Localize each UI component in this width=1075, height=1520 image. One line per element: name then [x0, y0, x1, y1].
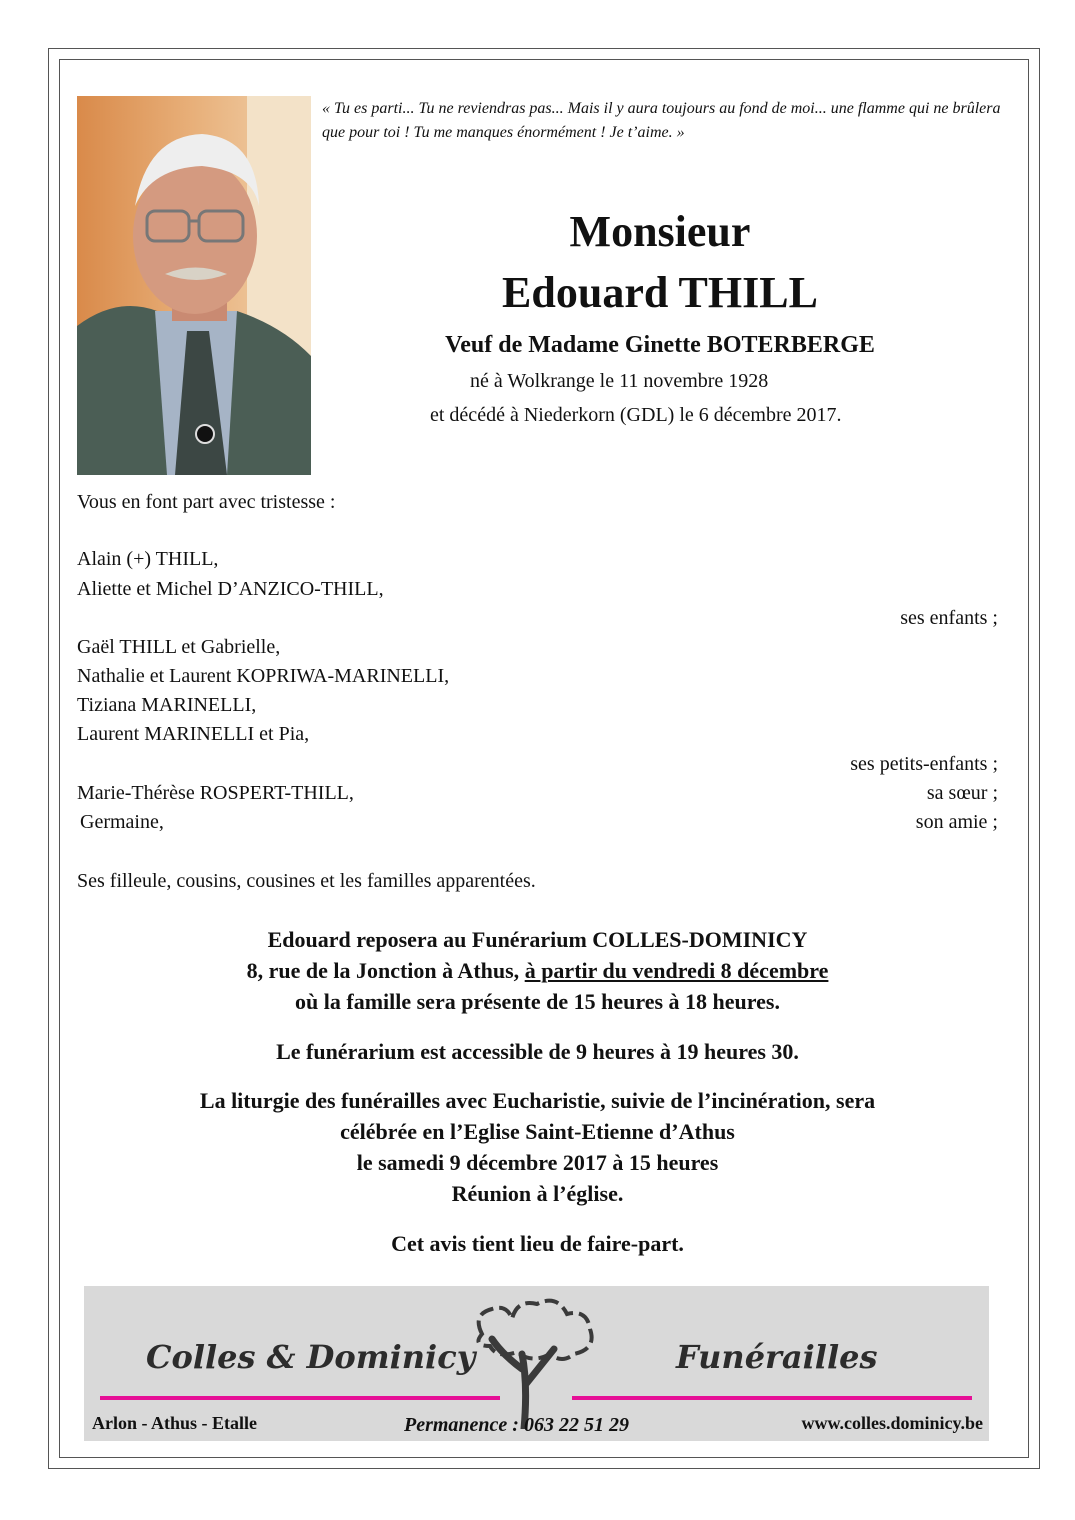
- liturgy-line-1: La liturgie des funérailles avec Eucharistie, suivie de l’incinération, sera: [199, 1088, 876, 1113]
- salutation: Monsieur: [569, 207, 751, 256]
- family-member: Gaël THILL et Gabrielle,: [77, 636, 281, 658]
- relation-label: ses enfants ;: [900, 607, 998, 629]
- memorial-quote: « Tu es parti... Tu ne reviendras pas... Mais il y aura toujours au fond de moi... une flamme qui ne brûlera que pour toi ! Tu me manques énormément ! Je t’aime. »: [322, 100, 1001, 141]
- rest-date: à partir du vendredi 8 décembre: [524, 958, 829, 983]
- rest-line-2: [60, 955, 1015, 986]
- extended-family: Ses filleule, cousins, cousines et les familles apparentées.: [77, 870, 536, 892]
- rest-address: 8, rue de la Jonction à Athus,: [246, 958, 525, 983]
- family-member: Nathalie et Laurent KOPRIWA-MARINELLI,: [77, 665, 450, 687]
- intro-text: Vous en font part avec tristesse :: [77, 491, 336, 513]
- website-link[interactable]: www.colles.dominicy.be: [801, 1413, 983, 1433]
- relation-label: sa sœur ;: [926, 782, 998, 804]
- brand-name: Colles & Dominicy: [146, 1338, 476, 1376]
- family-member: Laurent MARINELLI et Pia,: [77, 723, 310, 745]
- family-member: Alain (+) THILL,: [77, 548, 219, 570]
- family-member: Tiziana MARINELLI,: [77, 694, 257, 716]
- spouse-line: Veuf de Madame Ginette BOTERBERGE: [445, 332, 875, 358]
- liturgy-line-3: le samedi 9 décembre 2017 à 15 heures: [356, 1150, 719, 1175]
- accent-line: [100, 1396, 500, 1400]
- family-member: Marie-Thérèse ROSPERT-THILL,: [77, 782, 354, 804]
- accent-line: [572, 1396, 972, 1400]
- rest-line-1: Edouard reposera au Funérarium COLLES-DOMINICY: [267, 927, 808, 952]
- phone-number: Permanence : 063 22 51 29: [404, 1414, 629, 1436]
- death-line: et décédé à Niederkorn (GDL) le 6 décembre 2017.: [430, 404, 842, 426]
- relation-label: son amie ;: [915, 811, 998, 833]
- brand-tagline: Funérailles: [676, 1338, 878, 1376]
- liturgy-line-2: célébrée en l’Eglise Saint-Etienne d’Athus: [340, 1119, 735, 1144]
- locations: Arlon - Athus - Etalle: [92, 1413, 258, 1433]
- rest-line-3: où la famille sera présente de 15 heures à 18 heures.: [295, 989, 780, 1014]
- relation-label: ses petits-enfants ;: [850, 753, 998, 775]
- funeral-home-banner: [84, 1286, 989, 1441]
- deceased-name: Edouard THILL: [502, 268, 818, 317]
- notice-text: Cet avis tient lieu de faire-part.: [391, 1231, 684, 1256]
- tree-logo-icon: [462, 1294, 602, 1434]
- portrait-photo: [77, 96, 311, 475]
- access-hours: Le funérarium est accessible de 9 heures à 19 heures 30.: [276, 1039, 799, 1064]
- family-member: Aliette et Michel D’ANZICO-THILL,: [77, 578, 384, 600]
- liturgy-line-4: Réunion à l’église.: [451, 1181, 624, 1206]
- birth-line: né à Wolkrange le 11 novembre 1928: [470, 370, 769, 392]
- family-member: Germaine,: [80, 811, 164, 833]
